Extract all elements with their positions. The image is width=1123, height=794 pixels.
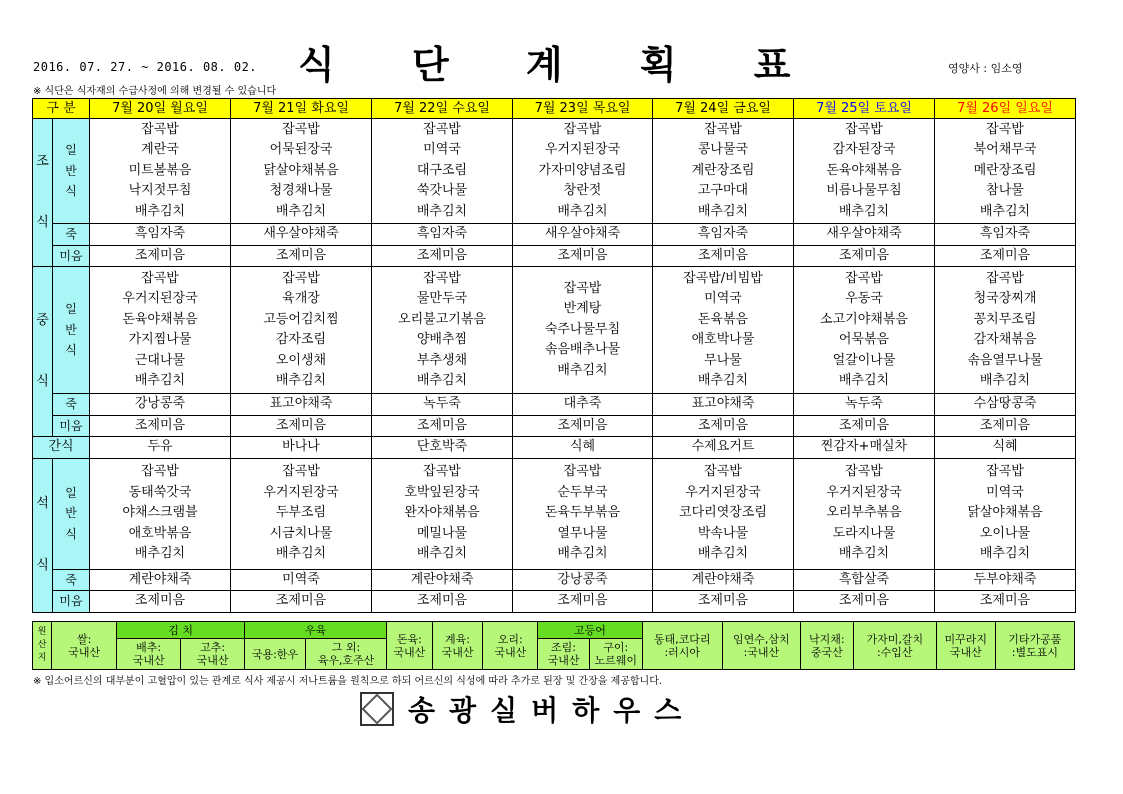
drink-cell: 조제미음: [372, 415, 513, 437]
porridge-cell: 수삼땅콩죽: [935, 394, 1076, 416]
text-line: 배추김치: [979, 373, 1031, 388]
text-line: 잡곡밥: [563, 464, 602, 480]
menu-cell: [935, 458, 1076, 569]
menu-cell: [513, 267, 653, 394]
drink-cell: 조제미음: [513, 245, 653, 267]
text-line: 애호박나물: [691, 332, 755, 347]
text-line: 북어채무국: [973, 142, 1037, 158]
porridge-cell: 대추죽: [513, 394, 653, 416]
breakfast-porridge-row: [33, 224, 1076, 246]
text-line: 가자미양념조림: [538, 162, 627, 178]
breakfast-label: [33, 119, 53, 267]
porridge-cell: 표고야채죽: [653, 394, 794, 416]
text-line: 식: [65, 343, 77, 358]
drink-cell: 조제미음: [231, 591, 372, 613]
origin-croaker: [853, 622, 936, 670]
text-line: 콩나물국: [697, 142, 749, 158]
text-line: 잡곡밥: [282, 464, 320, 480]
text-line: 국내산: [132, 654, 165, 667]
text-line: 일: [65, 302, 77, 317]
text-line: :수입산: [876, 645, 913, 659]
menu-table: [32, 98, 1076, 613]
text-line: 호박잎된장국: [404, 484, 480, 500]
text-line: 미역국: [423, 142, 461, 158]
change-notice: ※ 식단은 식자재의 수급사정에 의해 변경될 수 있습니다: [33, 86, 277, 97]
text-line: 잡곡밥: [423, 464, 461, 480]
text-line: 닭살야채볶음: [263, 162, 339, 178]
text-line: 국내산: [196, 654, 229, 667]
text-line: 쌀:: [77, 632, 92, 646]
text-line: 부추생채: [416, 352, 468, 368]
drink-cell: 조제미음: [794, 415, 935, 437]
text-line: 국내산: [68, 645, 101, 659]
snack-cell: 두유: [90, 437, 231, 459]
text-line: 우거지된장국: [544, 142, 621, 158]
menu-cell: [90, 119, 231, 224]
porridge-cell: 강낭콩죽: [90, 394, 231, 416]
lunch-label: [33, 267, 53, 437]
text-line: 식: [36, 374, 49, 389]
text-line: 솎음열무나물: [967, 352, 1043, 368]
text-line: 계란장조림: [691, 162, 755, 178]
text-line: 반: [65, 163, 77, 178]
text-line: 꽁치무조림: [973, 311, 1037, 327]
text-line: 숙주나물무침: [544, 321, 621, 337]
day-header: 7월 20일 월요일: [90, 99, 231, 119]
menu-cell: [653, 267, 794, 394]
origin-mackerel-header: 고등어: [538, 622, 643, 639]
text-line: 잡곡밥: [141, 121, 179, 137]
text-line: 식: [65, 184, 77, 199]
text-line: 산: [37, 640, 47, 650]
origin-rice: [52, 622, 117, 670]
origin-table: [32, 621, 1075, 670]
general-meal-label: [53, 458, 90, 569]
porridge-label: 죽: [53, 394, 90, 416]
origin-duck: [483, 622, 538, 670]
drink-cell: 조제미음: [231, 245, 372, 267]
porridge-cell: 표고야채죽: [231, 394, 372, 416]
day-header: 7월 23일 목요일: [513, 99, 653, 119]
text-line: 우거지된장국: [263, 484, 339, 500]
text-line: 배추김치: [838, 203, 890, 219]
text-line: 무나물: [704, 352, 742, 368]
general-meal-label: [53, 267, 90, 394]
menu-cell: [794, 458, 935, 569]
text-line: 배추김치: [697, 373, 749, 388]
porridge-cell: 계란야채죽: [90, 569, 231, 591]
text-line: 임연수,삼치: [733, 632, 790, 646]
text-line: 잡곡밥: [563, 121, 602, 137]
text-line: 잡곡밥/비빔밥: [683, 270, 763, 286]
breakfast-general-row: [33, 119, 1076, 224]
text-line: 잡곡밥: [141, 464, 179, 480]
porridge-cell: 미역죽: [231, 569, 372, 591]
text-line: 구이:: [603, 641, 629, 654]
origin-kimchi-pepper: [181, 639, 245, 670]
dinner-general-row: [33, 458, 1076, 569]
text-line: 창란젓: [563, 183, 602, 199]
day-header: 7월 24일 금요일: [653, 99, 794, 119]
text-line: 오이생채: [275, 352, 327, 368]
origin-pork: [387, 622, 433, 670]
drink-cell: 조제미음: [513, 415, 653, 437]
text-line: [40, 331, 44, 352]
snack-cell: 수제요거트: [653, 437, 794, 459]
day-header-saturday: 7월 25일 토요일: [794, 99, 935, 119]
origin-mackerel-braised: [538, 639, 590, 670]
drink-cell: 조제미음: [935, 591, 1076, 613]
menu-cell: [653, 119, 794, 224]
porridge-cell: 흑임자죽: [90, 224, 231, 246]
lunch-porridge-row: [33, 394, 1076, 416]
porridge-cell: 두부야채죽: [935, 569, 1076, 591]
text-line: 배추김치: [697, 203, 749, 219]
text-line: 잡곡밥: [423, 121, 461, 137]
facility-footer: [360, 692, 695, 726]
text-line: 식: [36, 557, 49, 573]
text-line: [40, 172, 44, 193]
porridge-cell: 새우살야채죽: [794, 224, 935, 246]
text-line: [40, 352, 44, 373]
text-line: 잡곡밥: [986, 464, 1024, 480]
porridge-cell: 흑임자죽: [935, 224, 1076, 246]
origin-beef-korean: [245, 639, 306, 670]
text-line: 반: [65, 506, 77, 521]
sodium-notice: ※ 입소어르신의 대부분이 고혈압이 있는 관계로 식사 제공시 저나트륨을 원칙으로 하되 어르신의 식성에 따라 추가로 된장 및 간장을 제공합니다.: [33, 676, 663, 687]
text-line: 완자야채볶음: [404, 505, 480, 521]
text-line: [40, 193, 44, 214]
text-line: 메밀나물: [416, 525, 468, 541]
menu-cell: [372, 119, 513, 224]
text-line: 우거지된장국: [826, 484, 902, 500]
dinner-label: [33, 458, 53, 612]
origin-chicken: [432, 622, 483, 670]
snack-cell: 식혜: [935, 437, 1076, 459]
facility-name: 송광실버하우스: [408, 694, 696, 727]
text-line: 육우,호주산: [317, 654, 375, 667]
text-line: 우거지된장국: [122, 291, 198, 306]
snack-cell: 찐감자+매실차: [794, 437, 935, 459]
menu-cell: [794, 119, 935, 224]
text-line: 근대나물: [134, 352, 186, 368]
text-line: 잡곡밥: [141, 270, 179, 286]
porridge-cell: 흑임자죽: [372, 224, 513, 246]
text-line: 솎음배추나물: [544, 342, 621, 358]
text-line: 돈육야채볶음: [122, 311, 198, 327]
origin-pollock: [642, 622, 722, 670]
origin-kimchi-header: 김 치: [117, 622, 245, 639]
text-line: 우거지된장국: [685, 484, 761, 500]
text-line: 대구조림: [416, 162, 468, 178]
text-line: 메란장조림: [973, 162, 1037, 178]
text-line: 잡곡밥: [845, 121, 883, 137]
porridge-cell: 계란야채죽: [372, 569, 513, 591]
origin-mackerel-grilled: [589, 639, 642, 670]
text-line: 가지찜나물: [128, 332, 192, 347]
snack-cell: 식혜: [513, 437, 653, 459]
facility-logo-icon: [360, 692, 394, 726]
text-line: 고구마대: [697, 183, 749, 199]
text-line: 낙지채:: [809, 632, 845, 646]
text-line: 잡곡밥: [845, 270, 883, 286]
menu-cell: [794, 267, 935, 394]
text-line: 배추김치: [557, 546, 608, 562]
text-line: 배추김치: [275, 546, 327, 562]
drink-cell: 조제미음: [90, 591, 231, 613]
drink-cell: 조제미음: [653, 415, 794, 437]
text-line: 배추김치: [275, 373, 327, 388]
text-line: 조림:: [551, 641, 577, 654]
text-line: 중국산: [810, 645, 843, 659]
text-line: 조: [36, 153, 49, 169]
text-line: 돈육볶음: [697, 311, 749, 327]
drink-cell: 조제미음: [90, 415, 231, 437]
dinner-drink-row: [33, 591, 1076, 613]
porridge-cell: 새우살야채죽: [513, 224, 653, 246]
text-line: 배추김치: [134, 203, 186, 219]
text-line: 계육:: [445, 632, 471, 646]
text-line: 양배추찜: [416, 332, 468, 347]
text-line: 배추김치: [979, 546, 1031, 562]
origin-beef-header: 우육: [245, 622, 387, 639]
menu-cell: [231, 458, 372, 569]
text-line: 국내산: [441, 645, 474, 659]
text-line: 그 외:: [331, 641, 361, 654]
menu-cell: [935, 119, 1076, 224]
general-meal-label: [53, 119, 90, 224]
drink-cell: 조제미음: [372, 245, 513, 267]
drink-cell: 조제미음: [513, 591, 653, 613]
text-line: 국내산: [547, 654, 580, 667]
date-range: 2016. 07. 27. ~ 2016. 08. 02.: [33, 60, 258, 74]
porridge-cell: 강낭콩죽: [513, 569, 653, 591]
text-line: 국용:한우: [251, 647, 299, 661]
day-header: 7월 22일 수요일: [372, 99, 513, 119]
menu-cell: [90, 267, 231, 394]
origin-processed: [995, 622, 1074, 670]
text-line: 참나물: [986, 183, 1024, 199]
origin-label: [33, 622, 52, 670]
menu-cell: [513, 458, 653, 569]
text-line: 반: [65, 322, 77, 337]
menu-cell: [90, 458, 231, 569]
text-line: 쑥갓나물: [416, 183, 468, 199]
text-line: 열무나물: [557, 525, 608, 541]
drink-cell: 조제미음: [372, 591, 513, 613]
snack-cell: 단호박죽: [372, 437, 513, 459]
text-line: 우동국: [845, 291, 883, 306]
text-line: 물만두국: [416, 291, 468, 306]
text-line: 지: [37, 653, 47, 663]
text-line: 잡곡밥: [282, 270, 320, 286]
text-line: 배추김치: [838, 546, 890, 562]
text-line: 순두부국: [557, 484, 608, 500]
text-line: 비름나물무침: [826, 183, 902, 199]
text-line: 동태,코다리: [653, 632, 711, 646]
text-line: 잡곡밥: [282, 121, 320, 137]
text-line: 국내산: [949, 645, 982, 659]
text-line: 잡곡밥: [986, 121, 1024, 137]
text-line: 코다리엿장조림: [679, 505, 767, 521]
porridge-cell: 녹두죽: [372, 394, 513, 416]
text-line: 중: [36, 312, 49, 328]
drink-cell: 조제미음: [935, 245, 1076, 267]
text-line: 돈육야채볶음: [826, 162, 902, 178]
page-title: 식 단 계 획 표: [298, 43, 823, 87]
text-line: 야채스크램블: [122, 505, 198, 521]
porridge-label: 죽: [53, 224, 90, 246]
text-line: :러시아: [664, 645, 701, 659]
day-header-sunday: 7월 26일 일요일: [935, 99, 1076, 119]
porridge-cell: 흑합살죽: [794, 569, 935, 591]
lunch-drink-row: [33, 415, 1076, 437]
text-line: 배추김치: [557, 362, 608, 378]
drink-cell: 조제미음: [653, 245, 794, 267]
lunch-general-row: [33, 267, 1076, 394]
corner-label: 구 분: [33, 99, 90, 119]
text-line: 도라지나물: [832, 525, 896, 541]
day-header: 7월 21일 화요일: [231, 99, 372, 119]
text-line: 식: [65, 526, 77, 541]
text-line: 잡곡밥: [704, 464, 742, 480]
text-line: 잡곡밥: [423, 270, 461, 286]
text-line: 잡곡밥: [704, 121, 742, 137]
menu-cell: [372, 458, 513, 569]
text-line: 고등어김치찜: [263, 311, 339, 327]
text-line: 미트볼볶음: [128, 162, 192, 178]
text-line: 오이나물: [979, 525, 1031, 541]
origin-fish: [722, 622, 800, 670]
text-line: 오리부추볶음: [826, 505, 902, 521]
porridge-cell: 흑임자죽: [653, 224, 794, 246]
snack-label: 간식: [33, 437, 90, 459]
porridge-label: 죽: [53, 569, 90, 591]
text-line: 일: [65, 143, 77, 158]
drink-cell: 조제미음: [935, 415, 1076, 437]
text-line: :별도표시: [1011, 645, 1058, 659]
text-line: :국내산: [743, 645, 780, 659]
snack-row: [33, 437, 1076, 459]
text-line: 잡곡밥: [563, 280, 602, 296]
drink-label: 미음: [53, 591, 90, 613]
text-line: 감자조림: [275, 332, 327, 347]
text-line: [40, 535, 44, 556]
text-line: 애호박볶음: [128, 525, 192, 541]
text-line: 원: [37, 627, 47, 637]
text-line: 배추:: [136, 641, 162, 654]
text-line: 어묵볶음: [838, 332, 890, 347]
text-line: 낙지젓무침: [128, 183, 192, 199]
text-line: 노르웨이: [594, 654, 638, 667]
text-line: 배추김치: [979, 203, 1031, 219]
text-line: 미꾸라지: [944, 632, 988, 646]
text-line: 감자된장국: [832, 142, 896, 158]
text-line: 반계탕: [563, 301, 602, 317]
porridge-cell: 새우살야채죽: [231, 224, 372, 246]
text-line: 배추김치: [838, 373, 890, 388]
text-line: 육개장: [282, 291, 320, 306]
drink-cell: 조제미음: [794, 591, 935, 613]
menu-cell: [231, 267, 372, 394]
text-line: 어묵된장국: [269, 142, 333, 158]
text-line: 식: [36, 215, 49, 230]
porridge-cell: 계란야채죽: [653, 569, 794, 591]
text-line: 배추김치: [557, 203, 608, 219]
menu-cell: [372, 267, 513, 394]
snack-cell: 바나나: [231, 437, 372, 459]
text-line: 배추김치: [134, 373, 186, 388]
text-line: 국내산: [393, 645, 426, 659]
text-line: 잡곡밥: [845, 464, 883, 480]
text-line: 돈육두부볶음: [544, 505, 621, 521]
drink-cell: 조제미음: [653, 591, 794, 613]
text-line: 고추:: [200, 641, 226, 654]
origin-octopus: [800, 622, 853, 670]
text-line: 국내산: [494, 645, 527, 659]
text-line: 가자미,갈치: [866, 632, 924, 646]
text-line: [40, 515, 44, 536]
breakfast-drink-row: [33, 245, 1076, 267]
text-line: 배추김치: [416, 203, 468, 219]
text-line: 잡곡밥: [986, 270, 1024, 286]
menu-cell: [231, 119, 372, 224]
text-line: 배추김치: [697, 546, 749, 562]
drink-cell: 조제미음: [90, 245, 231, 267]
text-line: 계란국: [141, 142, 179, 158]
text-line: 일: [65, 485, 77, 500]
text-line: 돈육:: [396, 632, 422, 646]
origin-beef-other: [305, 639, 386, 670]
text-line: 배추김치: [416, 546, 468, 562]
day-header-row: [33, 99, 1076, 119]
text-line: 배추김치: [134, 546, 186, 562]
menu-cell: [653, 458, 794, 569]
text-line: 미역국: [704, 291, 742, 306]
text-line: 동태쑥갓국: [128, 484, 192, 500]
text-line: 청국장찌개: [973, 291, 1037, 306]
drink-cell: 조제미음: [231, 415, 372, 437]
origin-kimchi-cabbage: [117, 639, 181, 670]
dinner-porridge-row: [33, 569, 1076, 591]
text-line: 박속나물: [697, 525, 749, 541]
text-line: 오리불고기볶음: [398, 311, 486, 327]
text-line: 배추김치: [275, 203, 327, 219]
text-line: 석: [36, 496, 49, 511]
menu-cell: [935, 267, 1076, 394]
text-line: 두부조림: [275, 505, 327, 521]
text-line: 미역국: [986, 484, 1024, 500]
text-line: 얼갈이나물: [832, 352, 896, 368]
text-line: 청경채나물: [269, 183, 333, 199]
porridge-cell: 녹두죽: [794, 394, 935, 416]
drink-cell: 조제미음: [794, 245, 935, 267]
text-line: 오리:: [497, 632, 523, 646]
dietitian-name: 영양사 : 임소영: [948, 62, 1023, 75]
text-line: 소고기야채볶음: [820, 311, 908, 327]
menu-cell: [513, 119, 653, 224]
text-line: 닭살야채볶음: [967, 505, 1043, 521]
text-line: 기타가공품: [1008, 632, 1062, 646]
text-line: 배추김치: [416, 373, 468, 388]
text-line: 감자채볶음: [973, 332, 1037, 347]
text-line: 시금치나물: [269, 525, 333, 541]
origin-loach: [936, 622, 995, 670]
drink-label: 미음: [53, 415, 90, 437]
drink-label: 미음: [53, 245, 90, 267]
